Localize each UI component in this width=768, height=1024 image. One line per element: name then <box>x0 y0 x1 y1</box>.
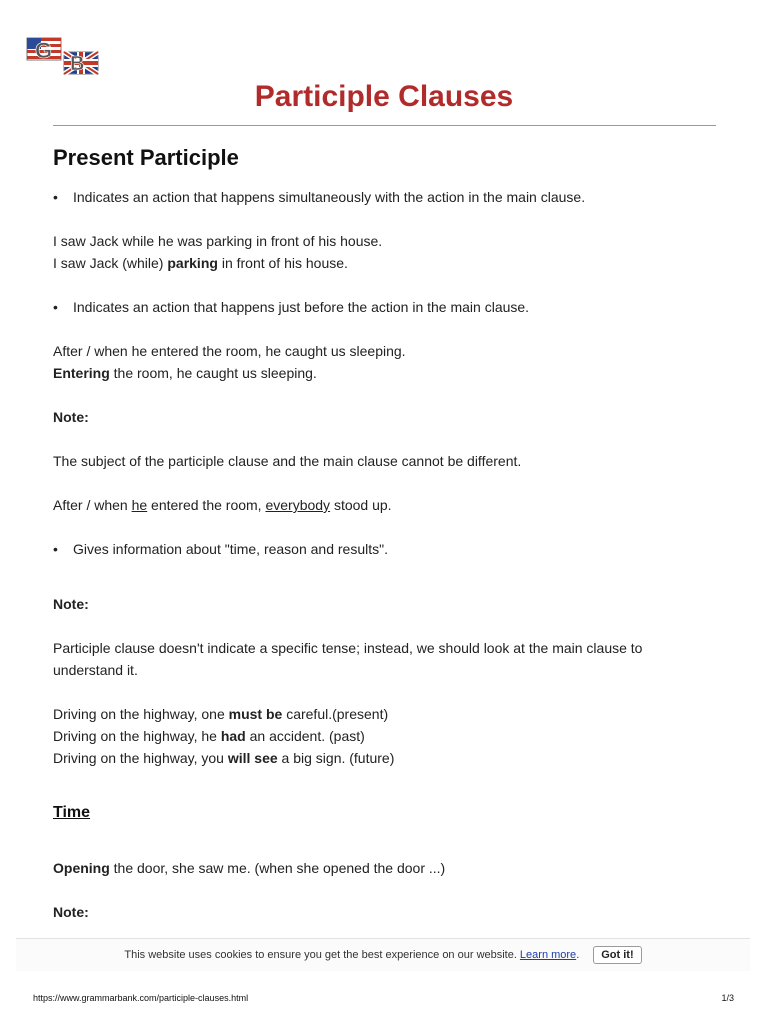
learn-more-link[interactable]: Learn more <box>519 949 577 961</box>
example-line: After / when he entered the room, he caught us sleeping. <box>53 343 406 359</box>
got-it-button[interactable]: Got it! <box>593 946 641 964</box>
participle-bold: Entering <box>53 365 110 381</box>
cookie-text: This website uses cookies to ensure you get the best experience on our website. <box>124 949 517 961</box>
subject-underline: everybody <box>265 497 331 513</box>
example-line: Driving on the highway, he had an accident. (past) <box>53 728 365 744</box>
example-line: Driving on the highway, you will see a big sign. (future) <box>53 750 395 766</box>
footer-url: https://www.grammarbank.com/participle-clauses.html <box>33 993 249 1003</box>
example-line: Entering the room, he caught us sleeping. <box>53 365 317 381</box>
section-title: Present Participle <box>53 145 239 170</box>
svg-text:B: B <box>70 53 85 75</box>
title-divider <box>53 125 716 126</box>
participle-bold: parking <box>167 255 218 271</box>
bullet-information: • Gives information about "time, reason and results". <box>53 538 716 560</box>
site-logo[interactable] <box>26 36 100 76</box>
logo-flags-icon <box>26 36 100 76</box>
example-line: After / when he entered the room, everybody stood up. <box>53 497 392 513</box>
example-line: Opening the door, she saw me. (when she opened the door ...) <box>53 860 446 876</box>
bullet-before: • Indicates an action that happens just before the action in the main clause. <box>53 296 716 318</box>
page-title: Participle Clauses <box>254 80 514 113</box>
time-heading: Time <box>53 804 91 821</box>
bullet-simultaneous: • Indicates an action that happens simultaneously with the action in the main clause. <box>53 186 716 208</box>
svg-text:G: G <box>35 38 53 63</box>
subject-underline: he <box>131 497 148 513</box>
note-text: Participle clause doesn't indicate a specific tense; instead, we should look at the main clause to understand it. <box>53 640 643 678</box>
example-line: Driving on the highway, one must be careful.(present) <box>53 706 389 722</box>
note-text: The subject of the participle clause and the main clause cannot be different. <box>53 453 522 469</box>
note-label: Note: <box>53 409 89 425</box>
example-line: I saw Jack while he was parking in front of his house. <box>53 233 383 249</box>
cookie-banner: This website uses cookies to ensure you get the best experience on our website. Learn more . Got it! <box>16 938 750 971</box>
example-line: I saw Jack (while) parking in front of his house. <box>53 255 348 271</box>
page-number: 1/3 <box>721 993 734 1003</box>
note-label: Note: <box>53 904 89 920</box>
article-content <box>53 143 716 923</box>
note-label: Note: <box>53 596 89 612</box>
